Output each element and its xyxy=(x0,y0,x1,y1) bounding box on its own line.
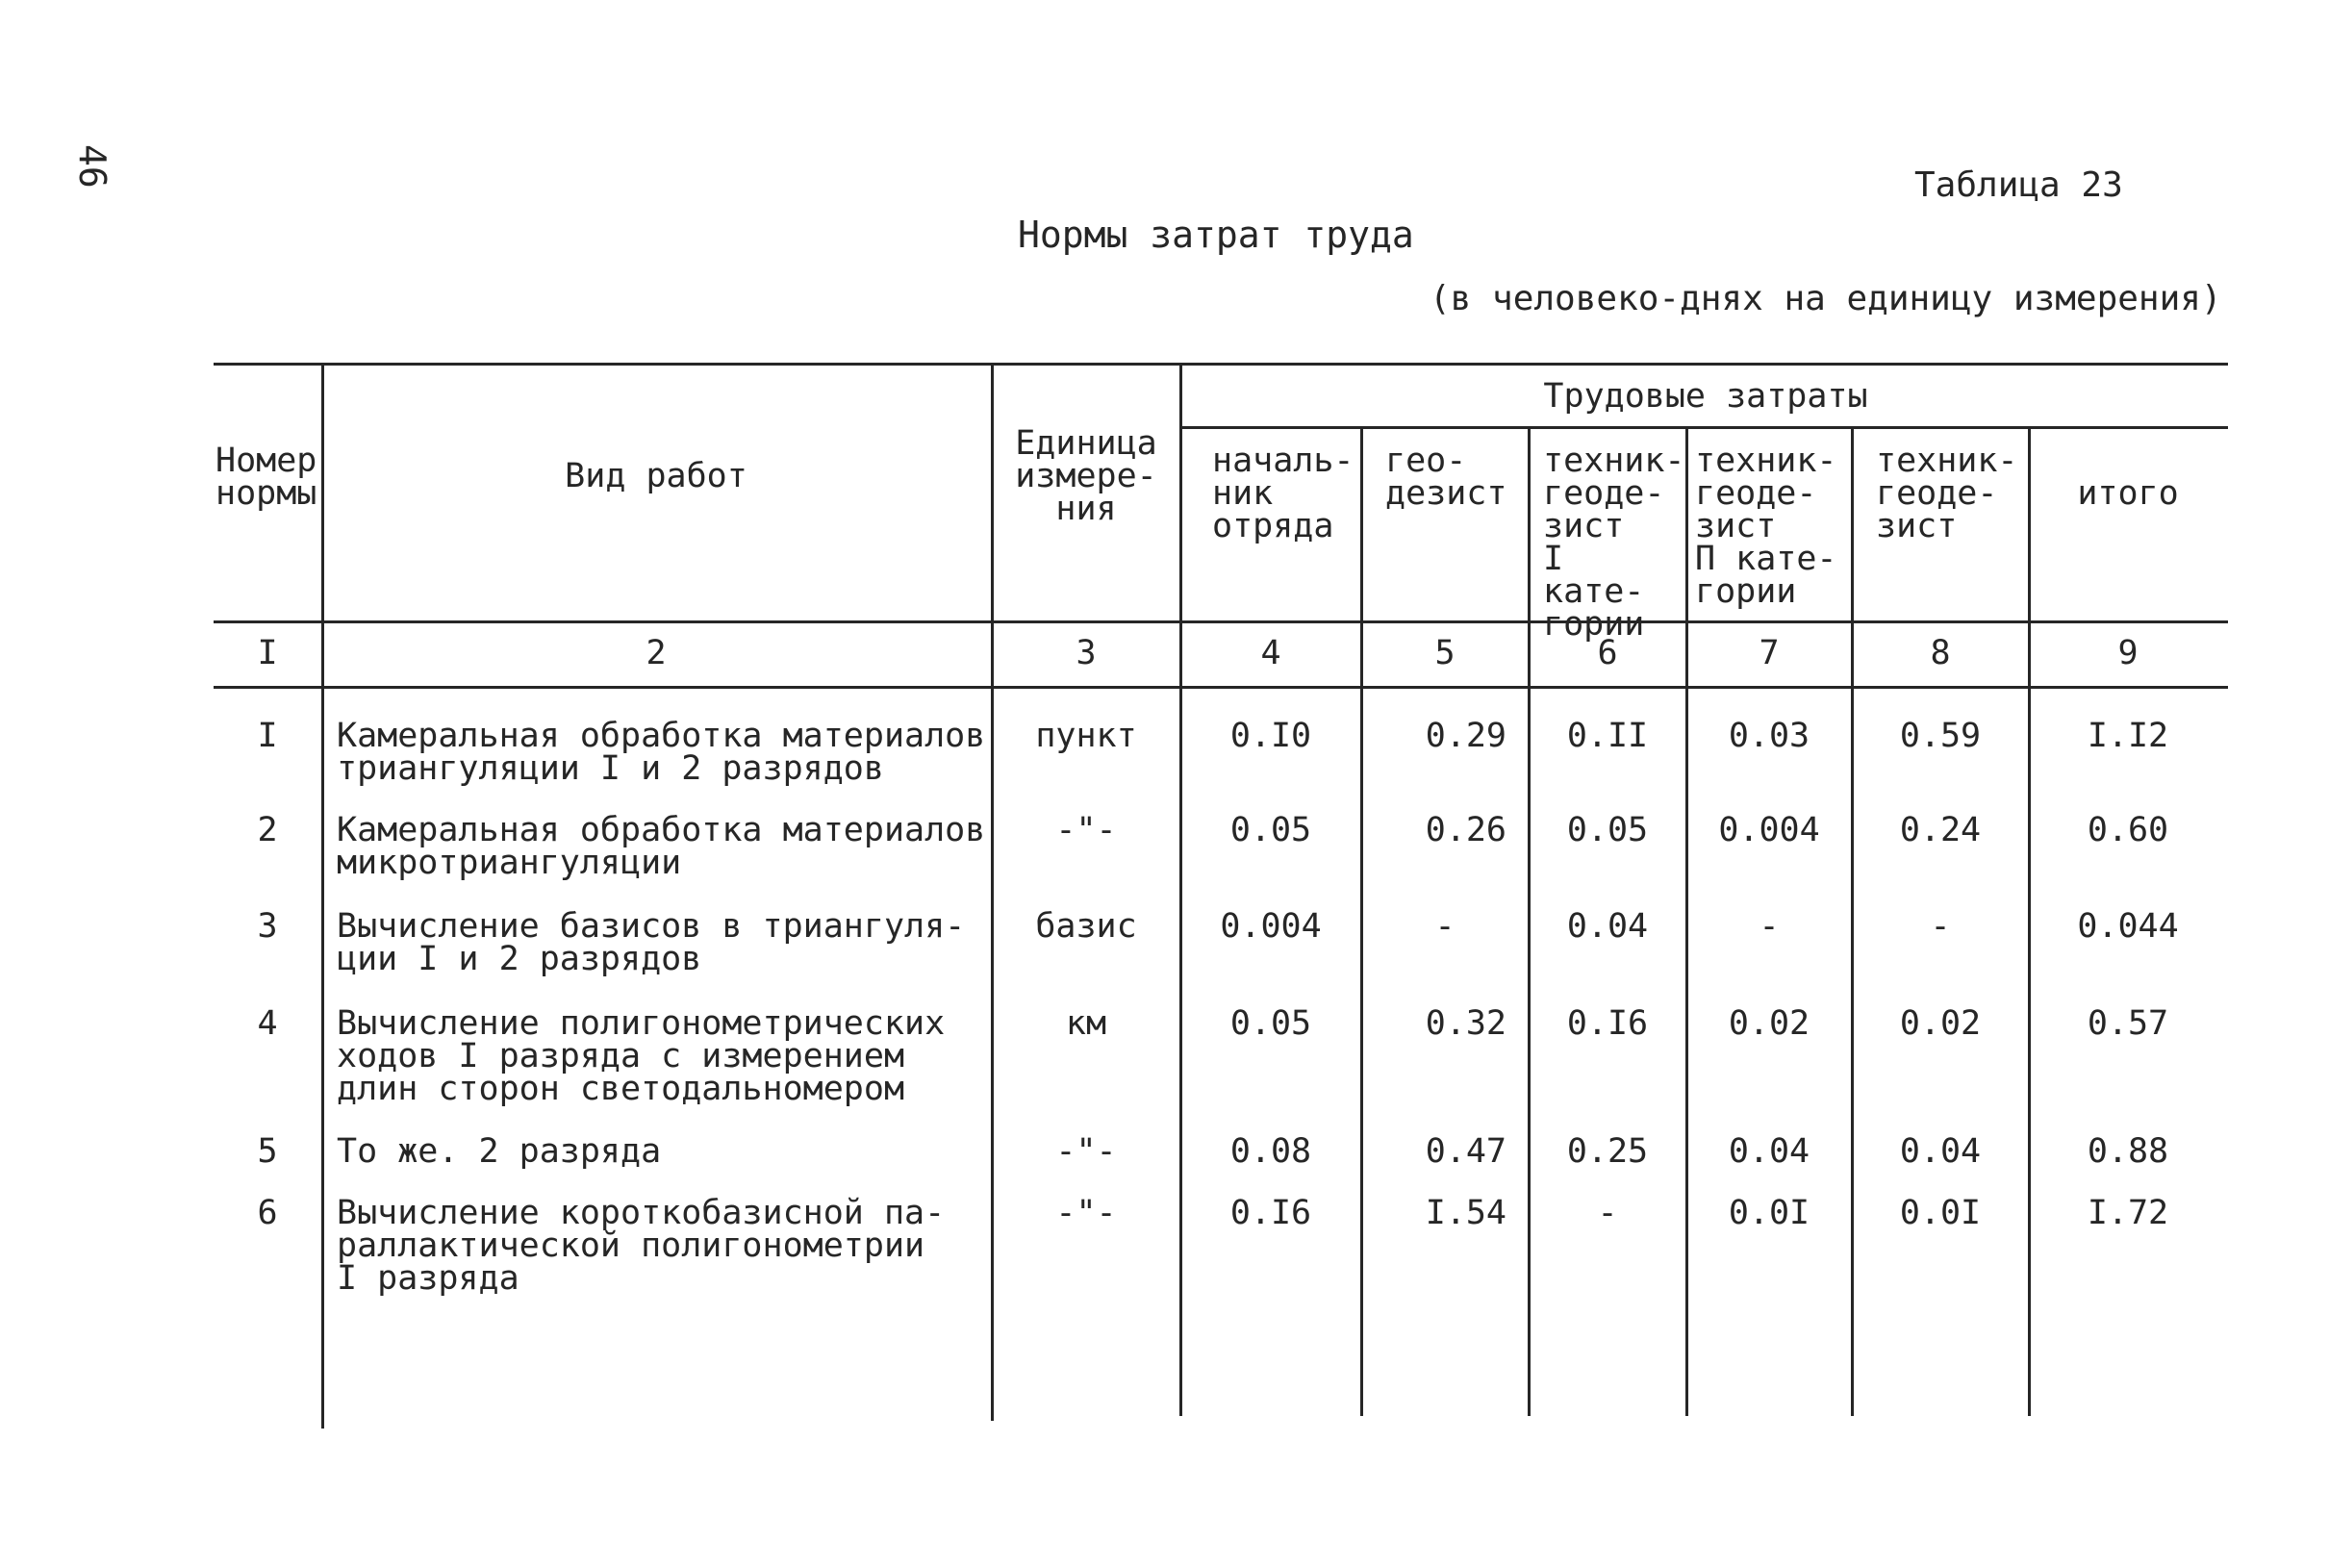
table-top-rule xyxy=(214,363,2228,366)
header-total: итого xyxy=(2077,474,2179,513)
value-chief: 0.05 xyxy=(1229,811,1312,849)
value-tech-cat1: 0.04 xyxy=(1566,907,1649,946)
value-tech-cat1: 0.25 xyxy=(1566,1132,1649,1171)
value-tech: - xyxy=(1930,907,1951,946)
column-numbers-bottom-rule xyxy=(214,686,2228,689)
value-chief: 0.I0 xyxy=(1229,717,1312,755)
value-tech-cat2: - xyxy=(1759,907,1780,946)
value-total: 0.88 xyxy=(2087,1132,2169,1171)
unit: -"- xyxy=(1055,1132,1117,1171)
value-total: 0.044 xyxy=(2077,907,2179,946)
unit: -"- xyxy=(1055,811,1117,849)
column-divider xyxy=(1179,363,1182,1416)
column-divider xyxy=(2028,426,2031,1416)
value-tech: 0.04 xyxy=(1899,1132,1982,1171)
value-tech: 0.0I xyxy=(1899,1194,1982,1232)
value-chief: 0.I6 xyxy=(1229,1194,1312,1232)
header-labor-costs: Трудовые затраты xyxy=(1543,377,1868,416)
column-divider xyxy=(1528,426,1531,1416)
value-tech-cat1: - xyxy=(1597,1194,1618,1232)
value-chief: 0.08 xyxy=(1229,1132,1312,1171)
header-geodesist: гео- дезист xyxy=(1385,442,1507,513)
norm-number: 3 xyxy=(257,907,278,946)
table-label: Таблица 23 xyxy=(1914,165,2123,205)
column-divider xyxy=(321,363,324,1429)
value-tech-cat2: 0.02 xyxy=(1728,1004,1810,1043)
norm-number: I xyxy=(257,717,278,755)
value-tech-cat2: 0.0I xyxy=(1728,1194,1810,1232)
header-tech-cat1: техник- геоде- зист I кате- гории xyxy=(1543,442,1685,644)
column-number: 3 xyxy=(1076,634,1097,672)
column-number: 4 xyxy=(1260,634,1281,672)
value-total: 0.57 xyxy=(2087,1004,2169,1043)
value-geodesist: - xyxy=(1434,907,1456,946)
value-tech: 0.24 xyxy=(1899,811,1982,849)
header-norm-number: Номер нормы xyxy=(215,442,317,513)
norm-number: 4 xyxy=(257,1004,278,1043)
value-tech: 0.59 xyxy=(1899,717,1982,755)
column-number: 9 xyxy=(2117,634,2139,672)
unit: км xyxy=(1065,1004,1107,1043)
column-number: 8 xyxy=(1930,634,1951,672)
header-tech-cat2: техник- геоде- зист П кате- гории xyxy=(1695,442,1837,611)
norm-number: 6 xyxy=(257,1194,278,1232)
document-title: Нормы затрат труда xyxy=(1018,214,1414,256)
value-total: I.72 xyxy=(2087,1194,2169,1232)
unit: пункт xyxy=(1035,717,1137,755)
value-geodesist: 0.26 xyxy=(1425,811,1506,849)
column-divider xyxy=(1851,426,1854,1416)
value-tech-cat1: 0.II xyxy=(1566,717,1649,755)
value-tech-cat2: 0.03 xyxy=(1728,717,1810,755)
value-chief: 0.004 xyxy=(1220,907,1322,946)
column-number: 2 xyxy=(646,634,667,672)
header-tech: техник- геоде- зист xyxy=(1876,442,2018,545)
value-chief: 0.05 xyxy=(1229,1004,1312,1043)
work-type: Камеральная обработка материалов микротриангуляции xyxy=(337,811,986,882)
page-number: 46 xyxy=(71,144,114,189)
value-tech-cat2: 0.04 xyxy=(1728,1132,1810,1171)
value-tech-cat1: 0.I6 xyxy=(1566,1004,1649,1043)
header-unit: Единица измере- ния xyxy=(1015,424,1157,528)
unit: -"- xyxy=(1055,1194,1117,1232)
header-chief: началь- ник отряда xyxy=(1212,442,1354,545)
column-divider xyxy=(1685,426,1688,1416)
value-total: I.I2 xyxy=(2087,717,2169,755)
labor-costs-underline xyxy=(1181,426,2228,429)
column-number: I xyxy=(257,634,278,672)
value-geodesist: 0.29 xyxy=(1425,717,1506,755)
value-total: 0.60 xyxy=(2087,811,2169,849)
column-number: 5 xyxy=(1434,634,1456,672)
column-number: 6 xyxy=(1597,634,1618,672)
work-type: То же. 2 разряда xyxy=(337,1132,662,1171)
column-number: 7 xyxy=(1759,634,1780,672)
value-geodesist: 0.47 xyxy=(1425,1132,1506,1171)
column-divider xyxy=(991,363,994,1421)
value-tech-cat1: 0.05 xyxy=(1566,811,1649,849)
header-bottom-rule xyxy=(214,620,2228,623)
column-divider xyxy=(1360,426,1363,1416)
work-type: Камеральная обработка материалов триангуляции I и 2 разрядов xyxy=(337,717,986,788)
value-tech-cat2: 0.004 xyxy=(1718,811,1820,849)
unit: базис xyxy=(1035,907,1137,946)
work-type: Вычисление короткобазисной па- раллактической полигонометрии I разряда xyxy=(337,1194,946,1298)
value-geodesist: 0.32 xyxy=(1425,1004,1506,1043)
value-tech: 0.02 xyxy=(1899,1004,1982,1043)
units-note: (в человеко-днях на единицу измерения) xyxy=(1430,279,2222,318)
norm-number: 2 xyxy=(257,811,278,849)
work-type: Вычисление полигонометрических ходов I разряда с измерением длин сторон светодальномером xyxy=(337,1004,946,1108)
value-geodesist: I.54 xyxy=(1425,1194,1506,1232)
work-type: Вычисление базисов в триангуля- ции I и 2 разрядов xyxy=(337,907,966,978)
header-work-type: Вид работ xyxy=(565,457,747,495)
norm-number: 5 xyxy=(257,1132,278,1171)
